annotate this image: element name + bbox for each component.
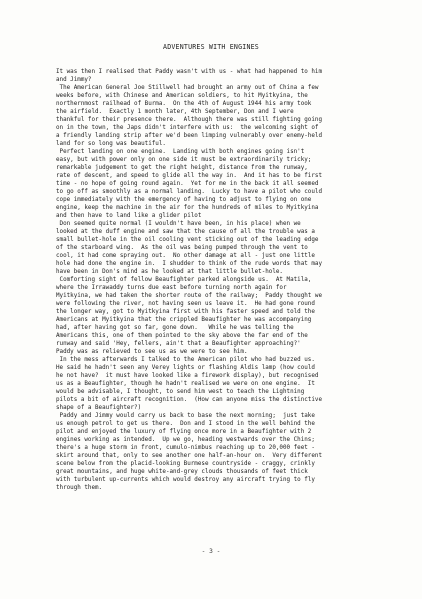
text-line: where the Irrawaddy turns due east before turning north again for xyxy=(56,285,287,291)
text-line: Paddy and Jimmy would carry us back to base the next morning; just take xyxy=(56,413,315,419)
text-line: cope immediately with the emergency of having to adjust to flying on one xyxy=(56,197,312,203)
text-line: through them. xyxy=(56,485,103,491)
text-line: Myitkyina, we had taken the shorter route of the railway; Paddy thought we xyxy=(56,293,322,299)
text-line: Comforting sight of fellow Beaufighter parked alongside us. At Matila, xyxy=(56,277,312,283)
text-line: of the starboard wing. As the oil was being pumped through the vent to xyxy=(56,245,308,251)
text-line: small bullet-hole in the oil cooling vent sticking out of the leading edge xyxy=(56,237,319,243)
text-line: Americans at Myitkyina that the crippled Beaufighter he was accompanying xyxy=(56,317,312,323)
document-title: ADVENTURES WITH ENGINES xyxy=(163,43,259,51)
text-line: runway and said 'Hey, fellers, ain't that a Beaufighter approaching?' xyxy=(56,341,301,347)
text-line: the airfield. Exactly 1 month later, 4th September, Don and I were xyxy=(56,109,294,115)
text-line: had, after having got so far, gone down. While he was telling the xyxy=(56,325,294,331)
text-line: he not have? it must have looked like a firework display), but recognised xyxy=(56,373,319,379)
text-line: were following the river, not having seen us leave it. He had gone round xyxy=(56,301,315,307)
text-line: Perfect landing on one engine. Landing with both engines going isn't xyxy=(56,149,305,155)
text-line: us as a Beaufighter, though he hadn't realised we were on one engine. It xyxy=(56,381,315,387)
text-line: engines working as intended. Up we go, heading westwards over the Chins; xyxy=(56,437,315,443)
text-line: Don seemed quite normal (I wouldn't have been, in his place) when we xyxy=(56,221,301,227)
text-line: on in the town, the Japs didn't interfere with us: the welcoming sight of xyxy=(56,125,319,131)
text-line: cool, it had come spraying out. No other damage at all - just one little xyxy=(56,253,315,259)
text-line: easy, but with power only on one side it must be extraordinarily tricky; xyxy=(56,157,312,163)
text-line: scene below from the placid-looking Burmese countryside - craggy, crinkly xyxy=(56,461,315,467)
text-line: shape of a Beaufighter?) xyxy=(56,405,142,411)
page-number: - 3 - xyxy=(201,548,221,555)
text-line: engine, keep the machine in the air for the hundreds of miles to Myitkyina xyxy=(56,205,319,211)
text-line: have been in Don's mind as he looked at that little bullet-hole. xyxy=(56,269,283,275)
text-line: there's a huge storm in front, cumulo-nimbus reaching up to 20,000 feet - xyxy=(56,445,315,451)
document-body xyxy=(56,68,386,492)
text-line: weeks before, with Chinese and American soldiers, to hit Myitkyina, the xyxy=(56,93,308,99)
text-line: pilot and enjoyed the luxury of flying once more in a Beaufighter with 2 xyxy=(56,429,312,435)
text-line: looked at the duff engine and saw that the cause of all the trouble was a xyxy=(56,229,315,235)
text-line: Americans this, one of them pointed to the sky above the far end of the xyxy=(56,333,308,339)
text-line: and then have to land like a glider pilot xyxy=(56,213,202,219)
text-line: skirt around that, only to see another one half-an-hour on. Very different xyxy=(56,453,322,459)
text-line: hole had done the engine in. I shudder to think of the rude words that may xyxy=(56,261,322,267)
text-line: great mountains, and huge white-and-grey clouds thousands of feet thick xyxy=(56,469,308,475)
text-line: The American General Joe Stillwell had brought an army out of China a few xyxy=(56,85,319,91)
text-line: with turbulent up-currents which would destroy any aircraft trying to fly xyxy=(56,477,315,483)
text-line: to go off as smoothly as a normal landing. Lucky to have a pilot who could xyxy=(56,189,322,195)
text-line: the longer way, got to Myitkyina first with his faster speed and told the xyxy=(56,309,315,315)
text-line: Paddy was as relieved to see us as we were to see him. xyxy=(56,349,248,355)
text-line: It was then I realised that Paddy wasn't with us - what had happened to him xyxy=(56,69,322,75)
text-line: would be advisable, I thought, to send him west to teach the Lightning xyxy=(56,389,305,395)
text-line: northernmost railhead of Burma. On the 4th of August 1944 his army took xyxy=(56,101,312,107)
text-line: rate of descent, and speed to glide all the way in. And it has to be first xyxy=(56,173,322,179)
text-line: remarkable judgement to get the right height, distance from the runway, xyxy=(56,165,308,171)
text-line: He said he hadn't seen any Verey lights or flashing Aldis lamp (how could xyxy=(56,365,315,371)
text-line: land for so long was beautiful. xyxy=(56,141,166,147)
text-line: In the mess afterwards I talked to the American pilot who had buzzed us. xyxy=(56,357,315,363)
text-line: and Jimmy? xyxy=(56,77,92,83)
text-line: time - no hope of going round again. Yet for me in the back it all seemed xyxy=(56,181,319,187)
text-line: us enough petrol to get us there. Don and I stood in the well behind the xyxy=(56,421,315,427)
text-line: pilots a bit of aircraft recognition. (How can anyone miss the distinctive xyxy=(56,397,322,403)
text-line: thankful for their presence there. Although there was still fighting going xyxy=(56,117,322,123)
text-line: a friendly landing strip after we'd been limping vulnerably over enemy-held xyxy=(56,133,322,139)
